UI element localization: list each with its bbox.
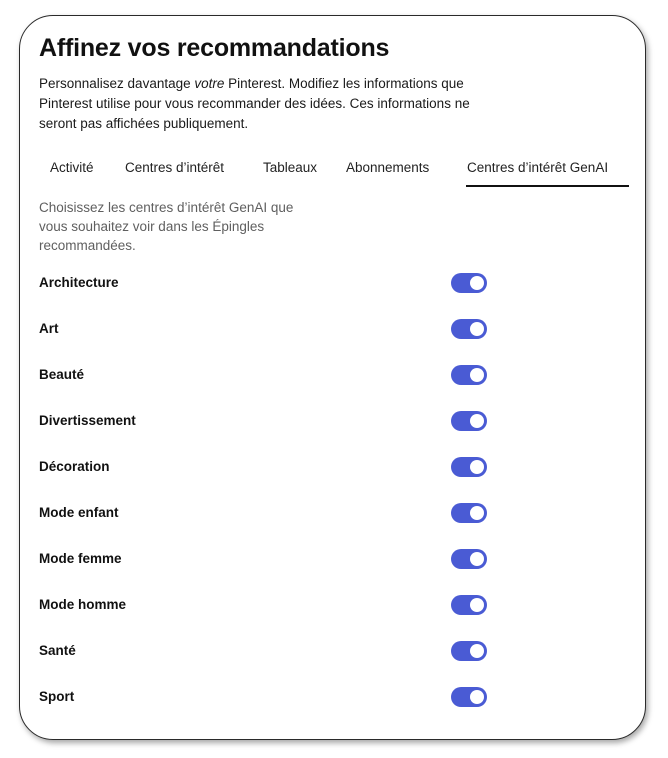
toggle-knob: [470, 552, 484, 566]
interest-row-sante: [39, 630, 499, 676]
section-description: Choisissez les centres d’intérêt GenAI que vous souhaitez voir dans les Épingles recommandées.: [39, 200, 294, 253]
toggle-knob: [470, 690, 484, 704]
toggle-mode-femme[interactable]: [451, 549, 487, 569]
interest-row-mode-enfant: [39, 492, 499, 538]
interest-row-decoration: [39, 446, 499, 492]
toggle-knob: [470, 414, 484, 428]
tab-tableaux[interactable]: Tableaux: [263, 160, 318, 175]
page-title: Affinez vos recommandations: [39, 34, 390, 62]
interest-label: Sport: [39, 689, 75, 704]
interest-row-sport: [39, 676, 499, 722]
toggle-knob: [470, 276, 484, 290]
toggle-mode-homme[interactable]: [451, 595, 487, 615]
interest-row-beaute: [39, 354, 499, 400]
toggle-architecture[interactable]: [451, 273, 487, 293]
toggle-beaute[interactable]: [451, 365, 487, 385]
toggle-knob: [470, 322, 484, 336]
toggle-divertissement[interactable]: [451, 411, 487, 431]
toggle-sport[interactable]: [451, 687, 487, 707]
toggle-sante[interactable]: [451, 641, 487, 661]
interest-label: Art: [39, 321, 59, 336]
interest-label: Beauté: [39, 367, 85, 382]
toggle-art[interactable]: [451, 319, 487, 339]
page-subtitle: [39, 74, 509, 134]
interest-label: Mode femme: [39, 551, 122, 566]
interest-label: Santé: [39, 643, 76, 658]
interest-label: Divertissement: [39, 413, 136, 428]
tab-activite[interactable]: Activité: [50, 160, 94, 175]
interest-label: Mode enfant: [39, 505, 119, 520]
interest-label: Décoration: [39, 459, 110, 474]
tab-centres-interet-genai[interactable]: Centres d’intérêt GenAI: [467, 160, 609, 175]
subtitle-emphasis: votre: [194, 76, 225, 91]
toggle-knob: [470, 368, 484, 382]
interest-row-art: [39, 308, 499, 354]
toggle-knob: [470, 598, 484, 612]
interest-label: Architecture: [39, 275, 119, 290]
toggle-knob: [470, 644, 484, 658]
interest-label: Mode homme: [39, 597, 127, 612]
toggle-decoration[interactable]: [451, 457, 487, 477]
toggle-knob: [470, 506, 484, 520]
subtitle-text-end: Pinterest. Modifiez les informations que Pinterest utilise pour vous recommander des idées. Ces informations ne seront pas affichées publiquement.: [39, 76, 470, 131]
interest-row-architecture: [39, 262, 499, 308]
interest-row-mode-femme: [39, 538, 499, 584]
interest-row-mode-homme: [39, 584, 499, 630]
interest-list: [39, 262, 499, 722]
subtitle-text-start: Personnalisez davantage: [39, 76, 195, 91]
tab-abonnements[interactable]: Abonnements: [346, 160, 430, 175]
tab-centres-interet[interactable]: Centres d’intérêt: [125, 160, 225, 175]
interest-row-divertissement: [39, 400, 499, 446]
active-tab-indicator: [466, 185, 629, 187]
toggle-mode-enfant[interactable]: [451, 503, 487, 523]
toggle-knob: [470, 460, 484, 474]
